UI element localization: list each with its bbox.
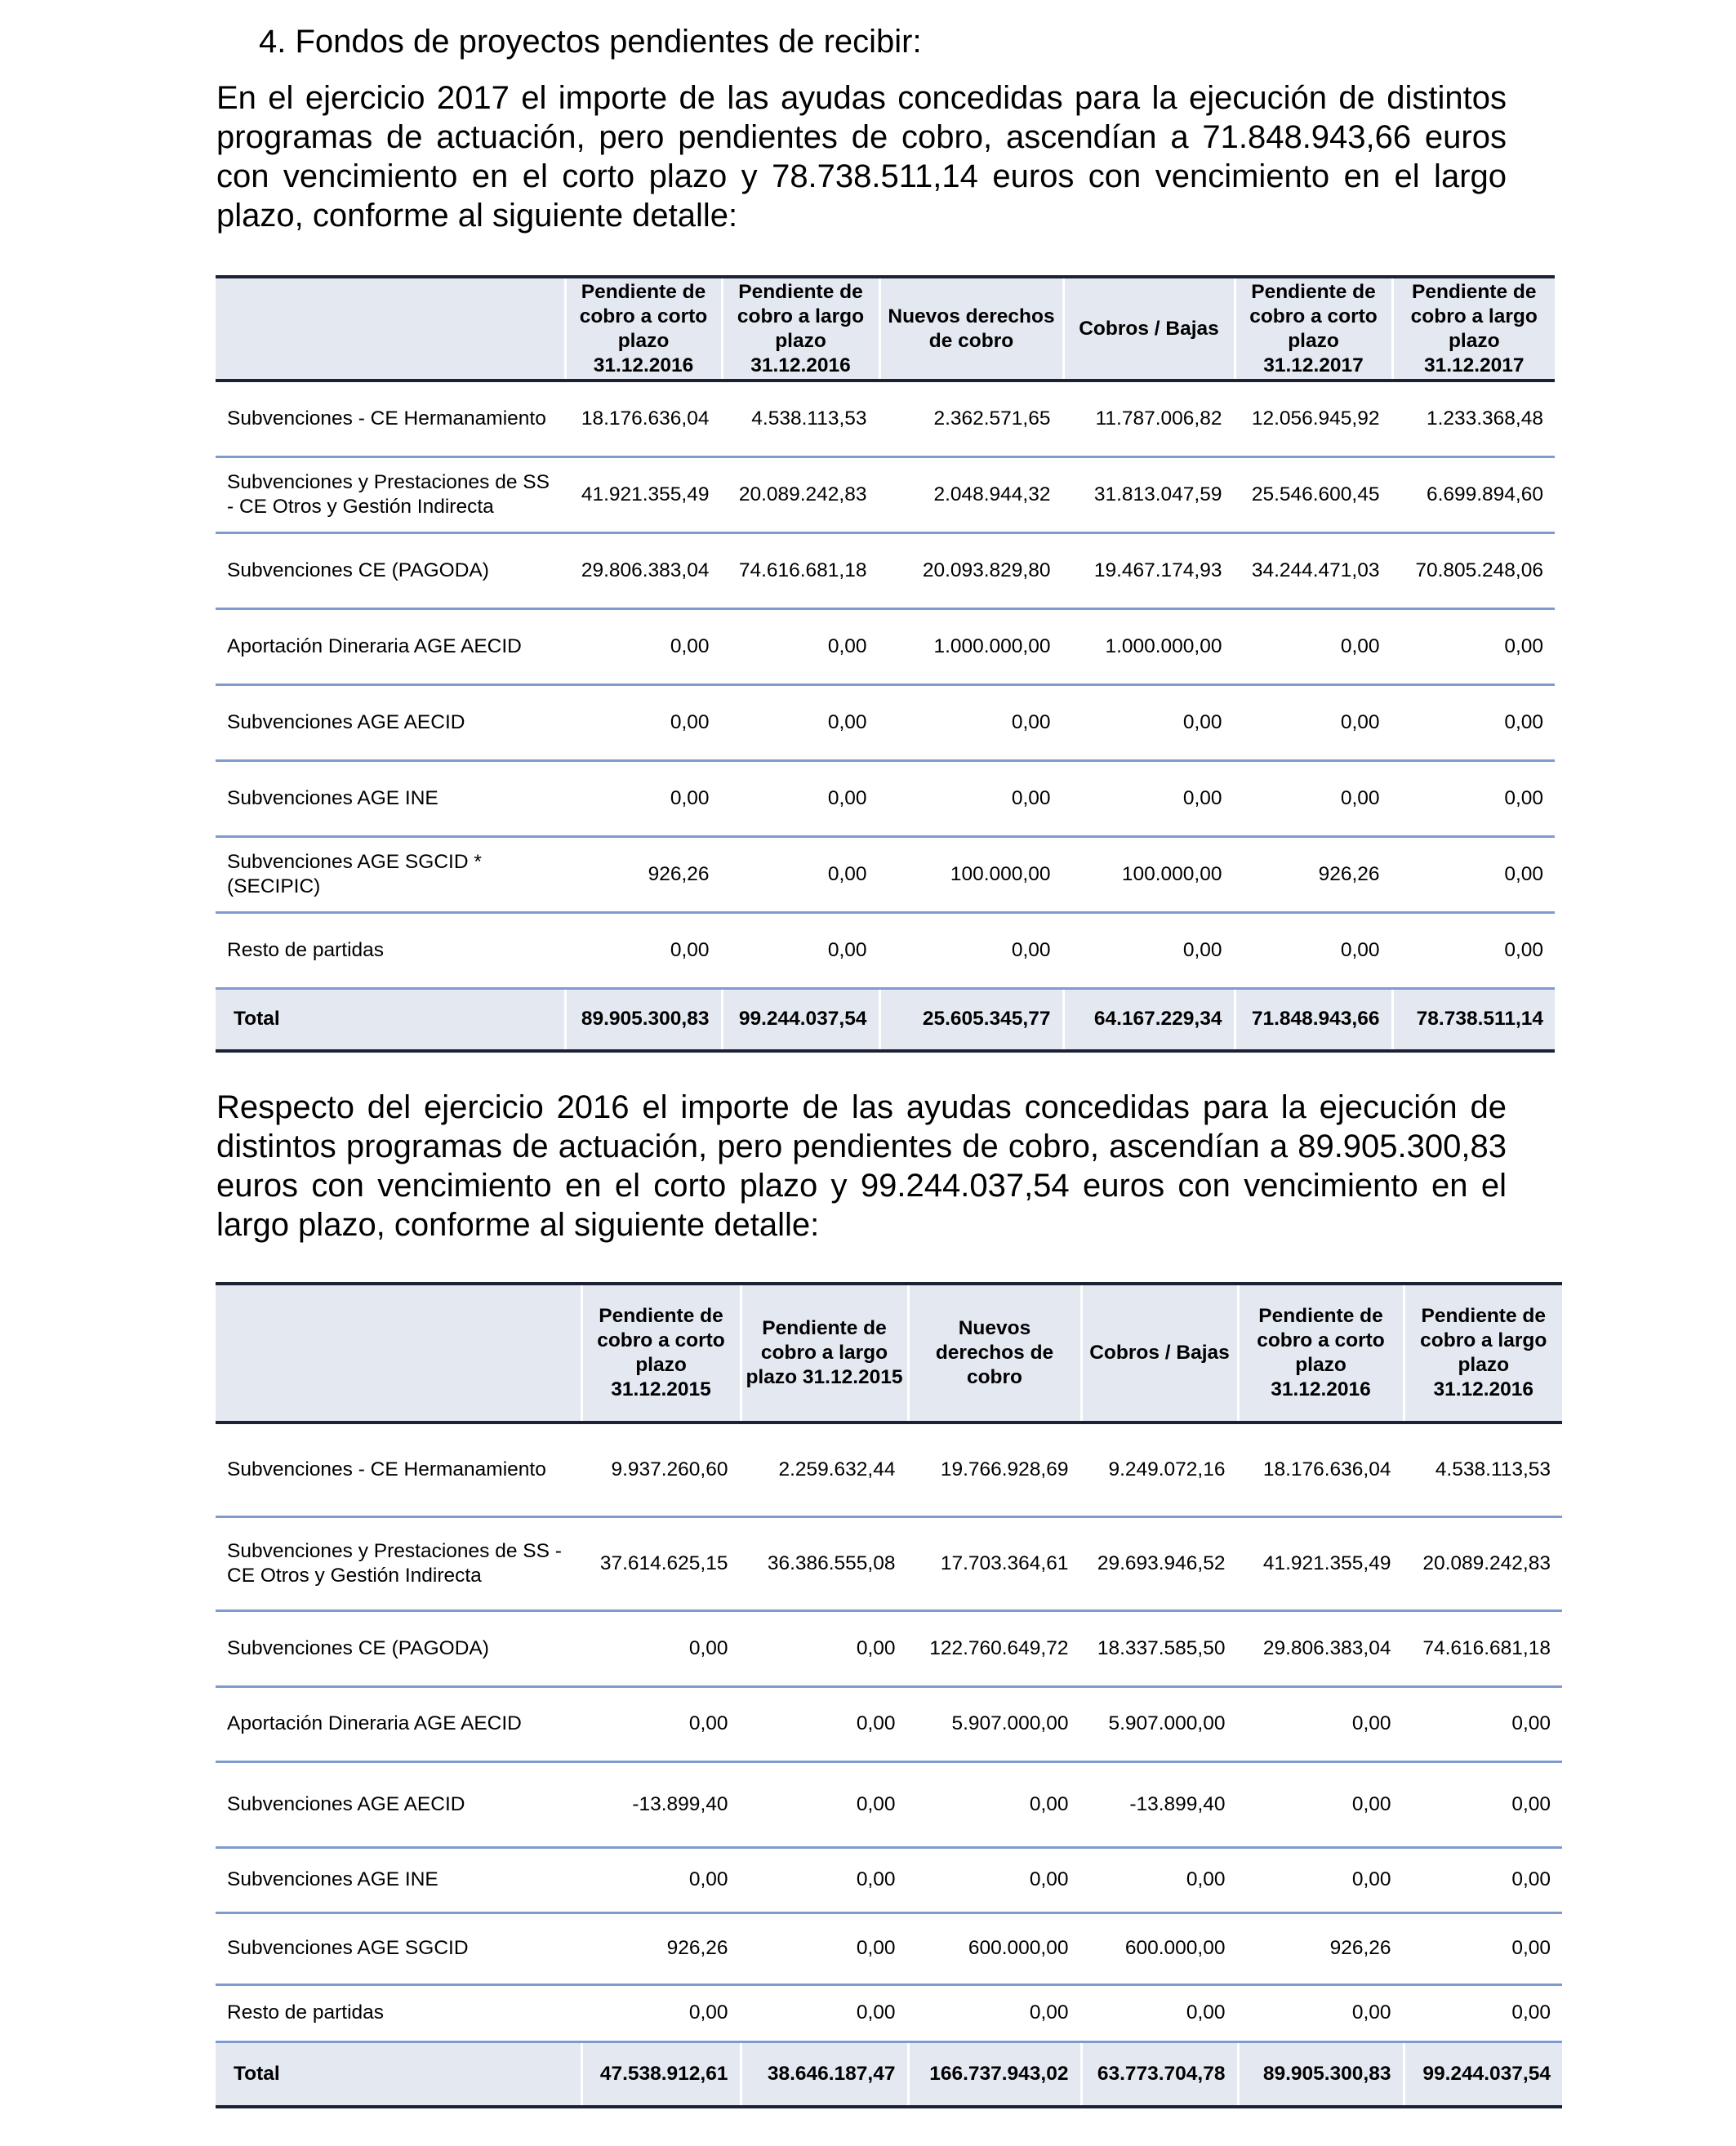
header-cell: Pendiente de cobro a corto plazo 31.12.2015: [581, 1284, 741, 1423]
cell-value: 74.616.681,18: [722, 532, 879, 608]
total-value: 99.244.037,54: [1404, 2041, 1562, 2107]
cell-value: 926,26: [565, 836, 722, 912]
table-row: [216, 684, 1555, 760]
cell-value: 0,00: [879, 912, 1063, 988]
cell-value: 11.787.006,82: [1063, 381, 1235, 456]
cell-value: 926,26: [581, 1912, 741, 1984]
header-cell: Pendiente de cobro a corto plazo 31.12.2017: [1235, 277, 1392, 381]
table-row: [216, 1984, 1562, 2041]
cell-value: 0,00: [565, 760, 722, 836]
paragraph-2016: Respecto del ejercicio 2016 el importe de las ayudas concedidas para la ejecución de distintos programas de actuación, pero pendientes de cobro, ascendían a 89.905.300,83 euros con vencimiento en el corto plazo y 99.244.037,54 euros con vencimiento en el largo plazo, conforme al siguiente detalle:: [216, 1089, 1507, 1243]
cell-value: 41.921.355,49: [565, 456, 722, 532]
row-label: Aportación Dineraria AGE AECID: [216, 1686, 581, 1761]
cell-value: 0,00: [1392, 760, 1555, 836]
cell-value: 0,00: [908, 1847, 1081, 1912]
table-row: [216, 836, 1555, 912]
total-value: 63.773.704,78: [1081, 2041, 1238, 2107]
header-cell: Pendiente de cobro a largo plazo 31.12.2015: [741, 1284, 908, 1423]
cell-value: 0,00: [741, 1984, 908, 2041]
cell-value: 0,00: [879, 760, 1063, 836]
table-row: [216, 456, 1555, 532]
cell-value: 926,26: [1235, 836, 1392, 912]
cell-value: 122.760.649,72: [908, 1610, 1081, 1686]
cell-value: 29.806.383,04: [1238, 1610, 1404, 1686]
cell-value: 0,00: [1404, 1912, 1562, 1984]
cell-value: 926,26: [1238, 1912, 1404, 1984]
table-header-row: [216, 1284, 1562, 1423]
header-cell: Pendiente de cobro a corto plazo 31.12.2016: [565, 277, 722, 381]
cell-value: -13.899,40: [581, 1761, 741, 1847]
cell-value: 74.616.681,18: [1404, 1610, 1562, 1686]
table-row: [216, 912, 1555, 988]
cell-value: 600.000,00: [908, 1912, 1081, 1984]
cell-value: 2.362.571,65: [879, 381, 1063, 456]
cell-value: 17.703.364,61: [908, 1516, 1081, 1610]
header-cell: Pendiente de cobro a largo plazo 31.12.2017: [1392, 277, 1555, 381]
cell-value: 0,00: [581, 1984, 741, 2041]
table-2016: [216, 1282, 1562, 2108]
cell-value: 0,00: [908, 1761, 1081, 1847]
cell-value: 0,00: [741, 1761, 908, 1847]
row-label: Subvenciones AGE AECID: [216, 684, 565, 760]
table-row: [216, 381, 1555, 456]
cell-value: 6.699.894,60: [1392, 456, 1555, 532]
row-label: Subvenciones AGE SGCID * (SECIPIC): [216, 836, 565, 912]
table-header-row: [216, 277, 1555, 381]
cell-value: 0,00: [1392, 836, 1555, 912]
cell-value: 41.921.355,49: [1238, 1516, 1404, 1610]
cell-value: 600.000,00: [1081, 1912, 1238, 1984]
cell-value: 0,00: [581, 1847, 741, 1912]
cell-value: 37.614.625,15: [581, 1516, 741, 1610]
total-value: 166.737.943,02: [908, 2041, 1081, 2107]
row-label: Resto de partidas: [216, 912, 565, 988]
cell-value: 0,00: [1235, 760, 1392, 836]
cell-value: 0,00: [1063, 760, 1235, 836]
table-2017: [216, 275, 1555, 1053]
cell-value: 9.937.260,60: [581, 1423, 741, 1516]
cell-value: 18.176.636,04: [565, 381, 722, 456]
cell-value: 0,00: [1238, 1984, 1404, 2041]
header-cell: [216, 1284, 581, 1423]
total-row: [216, 988, 1555, 1051]
cell-value: 2.048.944,32: [879, 456, 1063, 532]
cell-value: 5.907.000,00: [908, 1686, 1081, 1761]
header-cell: Pendiente de cobro a largo plazo 31.12.2016: [722, 277, 879, 381]
cell-value: 1.233.368,48: [1392, 381, 1555, 456]
row-label: Subvenciones CE (PAGODA): [216, 532, 565, 608]
cell-value: 0,00: [722, 608, 879, 684]
cell-value: 0,00: [1404, 1984, 1562, 2041]
cell-value: 12.056.945,92: [1235, 381, 1392, 456]
cell-value: 25.546.600,45: [1235, 456, 1392, 532]
total-value: 99.244.037,54: [722, 988, 879, 1051]
cell-value: 0,00: [1235, 912, 1392, 988]
row-label: Subvenciones AGE SGCID: [216, 1912, 581, 1984]
total-label: Total: [216, 2041, 581, 2107]
cell-value: 0,00: [1081, 1847, 1238, 1912]
row-label: Subvenciones AGE INE: [216, 760, 565, 836]
total-value: 89.905.300,83: [565, 988, 722, 1051]
table-row: [216, 1516, 1562, 1610]
cell-value: 0,00: [1235, 608, 1392, 684]
total-value: 25.605.345,77: [879, 988, 1063, 1051]
cell-value: 0,00: [565, 608, 722, 684]
cell-value: 4.538.113,53: [722, 381, 879, 456]
row-label: Subvenciones y Prestaciones de SS - CE Otros y Gestión Indirecta: [216, 1516, 581, 1610]
total-value: 38.646.187,47: [741, 2041, 908, 2107]
row-label: Subvenciones y Prestaciones de SS - CE Otros y Gestión Indirecta: [216, 456, 565, 532]
section-heading: 4. Fondos de proyectos pendientes de recibir:: [259, 24, 922, 60]
cell-value: 1.000.000,00: [879, 608, 1063, 684]
cell-value: 36.386.555,08: [741, 1516, 908, 1610]
cell-value: 100.000,00: [1063, 836, 1235, 912]
cell-value: 9.249.072,16: [1081, 1423, 1238, 1516]
total-row: [216, 2041, 1562, 2107]
cell-value: 0,00: [908, 1984, 1081, 2041]
cell-value: 20.093.829,80: [879, 532, 1063, 608]
cell-value: 29.693.946,52: [1081, 1516, 1238, 1610]
total-value: 47.538.912,61: [581, 2041, 741, 2107]
cell-value: 0,00: [741, 1847, 908, 1912]
cell-value: 0,00: [879, 684, 1063, 760]
cell-value: 0,00: [741, 1610, 908, 1686]
cell-value: 0,00: [722, 912, 879, 988]
cell-value: 0,00: [722, 684, 879, 760]
cell-value: 0,00: [565, 912, 722, 988]
cell-value: 0,00: [1235, 684, 1392, 760]
cell-value: 0,00: [1063, 684, 1235, 760]
row-label: Aportación Dineraria AGE AECID: [216, 608, 565, 684]
table-row: [216, 532, 1555, 608]
cell-value: 0,00: [1238, 1686, 1404, 1761]
paragraph-2017: En el ejercicio 2017 el importe de las ayudas concedidas para la ejecución de distintos programas de actuación, pero pendientes de cobro, ascendían a 71.848.943,66 euros con vencimiento en el corto plazo y 78.738.511,14 euros con vencimiento en el largo plazo, conforme al siguiente detalle:: [216, 80, 1507, 234]
cell-value: 0,00: [1081, 1984, 1238, 2041]
cell-value: 29.806.383,04: [565, 532, 722, 608]
total-value: 71.848.943,66: [1235, 988, 1392, 1051]
cell-value: 5.907.000,00: [1081, 1686, 1238, 1761]
total-value: 64.167.229,34: [1063, 988, 1235, 1051]
cell-value: 19.766.928,69: [908, 1423, 1081, 1516]
cell-value: 0,00: [581, 1610, 741, 1686]
header-cell: Pendiente de cobro a largo plazo 31.12.2016: [1404, 1284, 1562, 1423]
table-row: [216, 1610, 1562, 1686]
header-cell: Nuevos derechos de cobro: [879, 277, 1063, 381]
cell-value: 1.000.000,00: [1063, 608, 1235, 684]
table-row: [216, 1761, 1562, 1847]
cell-value: 34.244.471,03: [1235, 532, 1392, 608]
cell-value: 0,00: [1063, 912, 1235, 988]
cell-value: 0,00: [741, 1686, 908, 1761]
header-cell: Nuevos derechos de cobro: [908, 1284, 1081, 1423]
cell-value: -13.899,40: [1081, 1761, 1238, 1847]
header-cell: Cobros / Bajas: [1081, 1284, 1238, 1423]
table-row: [216, 608, 1555, 684]
total-value: 78.738.511,14: [1392, 988, 1555, 1051]
cell-value: 0,00: [1392, 684, 1555, 760]
row-label: Subvenciones - CE Hermanamiento: [216, 1423, 581, 1516]
cell-value: 0,00: [1238, 1761, 1404, 1847]
total-label: Total: [216, 988, 565, 1051]
cell-value: 0,00: [722, 760, 879, 836]
cell-value: 2.259.632,44: [741, 1423, 908, 1516]
header-cell: [216, 277, 565, 381]
table-row: [216, 1423, 1562, 1516]
cell-value: 0,00: [1404, 1761, 1562, 1847]
cell-value: 0,00: [1392, 912, 1555, 988]
cell-value: 0,00: [1392, 608, 1555, 684]
row-label: Subvenciones CE (PAGODA): [216, 1610, 581, 1686]
cell-value: 100.000,00: [879, 836, 1063, 912]
cell-value: 20.089.242,83: [1404, 1516, 1562, 1610]
row-label: Subvenciones - CE Hermanamiento: [216, 381, 565, 456]
table-row: [216, 1912, 1562, 1984]
table-row: [216, 1686, 1562, 1761]
row-label: Subvenciones AGE AECID: [216, 1761, 581, 1847]
cell-value: 20.089.242,83: [722, 456, 879, 532]
header-cell: Cobros / Bajas: [1063, 277, 1235, 381]
cell-value: 0,00: [1404, 1847, 1562, 1912]
cell-value: 18.176.636,04: [1238, 1423, 1404, 1516]
cell-value: 18.337.585,50: [1081, 1610, 1238, 1686]
cell-value: 0,00: [565, 684, 722, 760]
row-label: Resto de partidas: [216, 1984, 581, 2041]
cell-value: 70.805.248,06: [1392, 532, 1555, 608]
cell-value: 0,00: [581, 1686, 741, 1761]
cell-value: 0,00: [741, 1912, 908, 1984]
cell-value: 0,00: [1404, 1686, 1562, 1761]
table-row: [216, 760, 1555, 836]
cell-value: 4.538.113,53: [1404, 1423, 1562, 1516]
header-cell: Pendiente de cobro a corto plazo 31.12.2016: [1238, 1284, 1404, 1423]
cell-value: 31.813.047,59: [1063, 456, 1235, 532]
row-label: Subvenciones AGE INE: [216, 1847, 581, 1912]
cell-value: 0,00: [1238, 1847, 1404, 1912]
table-row: [216, 1847, 1562, 1912]
total-value: 89.905.300,83: [1238, 2041, 1404, 2107]
cell-value: 0,00: [722, 836, 879, 912]
cell-value: 19.467.174,93: [1063, 532, 1235, 608]
